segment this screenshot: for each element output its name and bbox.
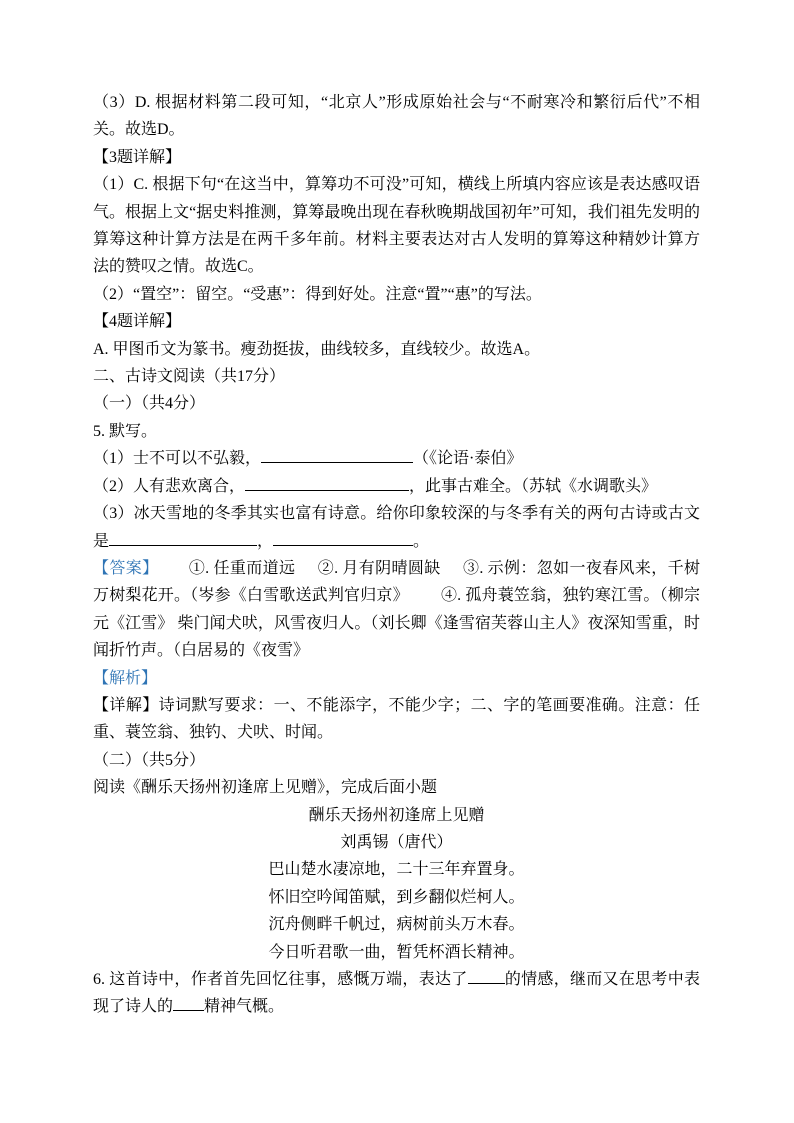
tab-spacer xyxy=(409,599,441,600)
q5-item-2-blank xyxy=(245,475,409,491)
answer-item-1: ①. 任重而道远 xyxy=(188,559,296,577)
answer-paragraph xyxy=(93,555,700,665)
analysis-label-paragraph xyxy=(93,665,700,692)
label-q4-detail: 【4题详解】 xyxy=(93,313,182,331)
poem-line-1: 巴山楚水凄凉地，二十三年弃置身。 xyxy=(268,861,525,879)
answer-item-3: ③. 示例：忽如一夜春风来，千树万树梨花开。（岑参《白雪歌送武判官归京》 xyxy=(93,559,700,605)
poem-author: 刘禹锡（唐代） xyxy=(340,833,453,851)
para-q4-explanation: A. 甲图币文为篆书。瘦劲挺拔，曲线较多，直线较少。故选A。 xyxy=(93,340,541,358)
q5-item-2-source: ，此事古难全。（苏轼《水调歌头》 xyxy=(409,477,658,495)
para-q2-item3-explanation: （3）D. 根据材料第二段可知，“北京人”形成原始社会与“不耐寒冷和繁衍后代”不相关。故选D。 xyxy=(93,94,700,139)
q5-item-2-text: （2）人有悲欢离合， xyxy=(93,477,246,495)
q5-item-3-text: （3）冰天雪地的冬季其实也富有诗意。给你印象较深的与冬季有关的两句古诗或古文是 xyxy=(93,505,700,550)
q5-item-1-source: （《论语·泰伯》 xyxy=(413,450,523,468)
q5-item-3-blank-2 xyxy=(273,530,413,546)
answer-item-4: ④. 孤舟蓑笠翁，独钓寒江雪。（柳宗元《江雪》 柴门闻犬吠，风雪夜归人。（刘长卿《逢雪宿芙蓉山主人》夜深知雪重，时闻折竹声。（白居易的《夜雪》 xyxy=(93,587,700,660)
q5-stem: 5. 默写。 xyxy=(93,422,158,440)
answer-item-2: ②. 月有阴晴圆缺 xyxy=(317,559,441,577)
heading-part-1: （一）（共4分） xyxy=(93,395,206,413)
poem-line-3: 沉舟侧畔千帆过，病树前头万木春。 xyxy=(268,916,525,934)
poem-line-4: 今日听君歌一曲，暂凭杯酒长精神。 xyxy=(268,943,525,961)
tab-spacer xyxy=(158,572,188,573)
q5-item-3-blank-1 xyxy=(109,530,257,546)
q6-text-mid: 的情感，继而又在思考中表现了诗人的 xyxy=(93,971,700,1016)
poem-title: 酬乐天扬州初逢席上见赠 xyxy=(308,806,485,824)
label-q3-detail: 【3题详解】 xyxy=(93,148,182,166)
q5-item-3-separator: ， xyxy=(257,532,274,550)
para-q5-detail-explanation: 【详解】诗词默写要求：一、不能添字，不能少字；二、字的笔画要准确。注意：任重、蓑笠翁、独钓、犬吠、时闻。 xyxy=(93,696,700,742)
q6-text-pre: 6. 这首诗中，作者首先回忆往事，感慨万端，表达了 xyxy=(93,971,468,988)
q5-item-1-text: （1）士不可以不弘毅， xyxy=(93,450,262,468)
q5-item-1-blank xyxy=(261,447,413,463)
q6-blank-2 xyxy=(173,995,204,1011)
q6-text-post: 精神气概。 xyxy=(204,998,285,1016)
answer-label: 【答案】 xyxy=(93,559,159,577)
heading-part-2: （二）（共5分） xyxy=(93,751,206,769)
document-content xyxy=(93,89,700,1021)
heading-section-2: 二、古诗文阅读（共17分） xyxy=(93,368,286,386)
q6-blank-1 xyxy=(468,968,505,984)
poem-line-2: 怀旧空吟闻笛赋，到乡翻似烂柯人。 xyxy=(268,888,525,906)
analysis-label: 【解析】 xyxy=(93,669,158,687)
q5-item-3-period: 。 xyxy=(413,532,430,550)
tab-spacer xyxy=(295,572,317,573)
reading-instruction: 阅读《酬乐天扬州初逢席上见赠》，完成后面小题 xyxy=(93,779,438,797)
tab-spacer xyxy=(441,572,463,573)
q5-item-3 xyxy=(93,500,700,555)
para-q3-item1-explanation: （1）C. 根据下句“在这当中，算筹功不可没”可知，横线上所填内容应该是表达感叹语气。根据上文“据史料推测，算筹最晚出现在春秋晚期战国初年”可知，我们祖先发明的算筹这种计算方法是在两千多年前。材料主要表达对古人发明的算筹这种精妙计算方法的赞叹之情。故选C。 xyxy=(93,176,700,276)
q5-item-2 xyxy=(93,473,700,500)
q5-item-1 xyxy=(93,445,700,472)
para-q3-item2-explanation: （2）“置空”：留空。“受惠”：得到好处。注意“置”“惠”的写法。 xyxy=(93,285,542,303)
q6-stem xyxy=(93,966,700,1021)
